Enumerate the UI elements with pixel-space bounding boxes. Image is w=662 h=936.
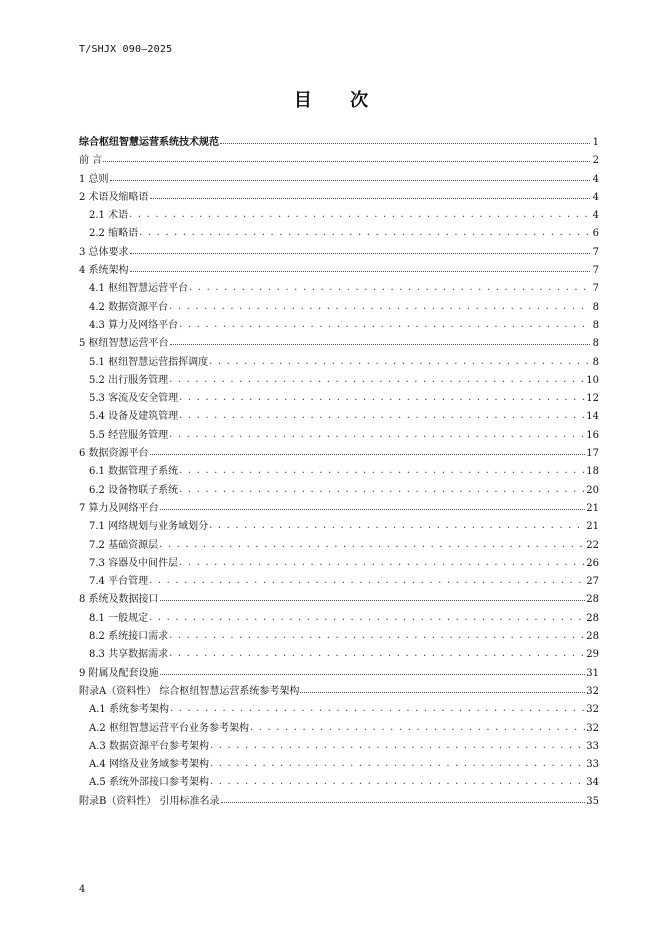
toc-entry-label: 5 枢纽智慧运营平台 <box>79 338 169 350</box>
toc-entry-page: 33 <box>586 740 599 752</box>
toc-entry[interactable] <box>79 353 599 371</box>
toc-entry-label: A.3 数据资源平台参考架构 <box>89 740 209 752</box>
toc-dot-leader <box>110 172 590 182</box>
toc-entry-page: 14 <box>586 411 599 423</box>
toc-entry[interactable] <box>79 609 599 627</box>
toc-dot-leader <box>169 647 585 657</box>
toc-dot-leader <box>189 281 590 291</box>
toc-entry[interactable] <box>79 590 599 608</box>
toc-dot-leader <box>169 428 585 438</box>
toc-entry[interactable] <box>79 664 599 682</box>
toc-entry[interactable] <box>79 243 599 261</box>
toc-entry[interactable] <box>79 627 599 645</box>
toc-entry-page: 7 <box>592 283 599 295</box>
toc-entry[interactable] <box>79 755 599 773</box>
toc-entry[interactable] <box>79 499 599 517</box>
toc-entry-label: 6.2 设备物联子系统 <box>89 484 179 496</box>
toc-entry-page: 8 <box>592 338 599 350</box>
toc-entry-page: 8 <box>592 319 599 331</box>
toc-entry[interactable] <box>79 426 599 444</box>
toc-entry[interactable] <box>79 554 599 572</box>
toc-dot-leader <box>221 794 586 804</box>
toc-entry-label: 4.3 算力及网络平台 <box>89 319 179 331</box>
toc-entry-page: 6 <box>592 228 599 240</box>
toc-entry[interactable] <box>79 224 599 242</box>
toc-entry-page: 16 <box>586 429 599 441</box>
toc-entry-page: 34 <box>586 777 599 789</box>
toc-entry-label: 3 总体要求 <box>79 246 129 258</box>
toc-entry-page: 26 <box>586 557 599 569</box>
toc-entry-label: 综合枢纽智慧运营系统技术规范 <box>79 137 219 148</box>
toc-dot-leader <box>169 629 585 639</box>
toc-entry-page: 1 <box>592 137 599 148</box>
toc-dot-leader <box>250 721 585 731</box>
toc-entry-page: 17 <box>586 448 599 460</box>
toc-entry-label: 9 附属及配套设施 <box>79 667 159 679</box>
toc-entry-page: 33 <box>586 759 599 771</box>
toc-entry-page: 20 <box>586 484 599 496</box>
table-of-contents <box>79 133 599 810</box>
toc-entry-page: 35 <box>586 795 599 807</box>
toc-entry[interactable] <box>79 645 599 663</box>
toc-entry-page: 22 <box>586 539 599 551</box>
toc-entry-page: 18 <box>586 466 599 478</box>
toc-entry[interactable] <box>79 773 599 791</box>
toc-entry-page: 28 <box>586 612 599 624</box>
toc-entry-label: 8.2 系统接口需求 <box>89 631 169 643</box>
toc-entry-page: 28 <box>586 594 599 606</box>
toc-entry-label: 7 算力及网络平台 <box>79 502 159 514</box>
toc-entry-label: 8.3 共享数据需求 <box>89 649 169 661</box>
toc-entry-label: A.4 网络及业务域参考架构 <box>89 759 209 771</box>
toc-entry-label: 6.1 数据管理子系统 <box>89 466 179 478</box>
toc-entry-label: 5.5 经营服务管理 <box>89 429 169 441</box>
toc-dot-leader <box>209 355 590 365</box>
toc-dot-leader <box>170 336 590 346</box>
toc-entry-page: 21 <box>586 521 599 533</box>
toc-dot-leader <box>159 538 585 548</box>
toc-entry-label: 7.1 网络规划与业务域划分 <box>89 521 209 533</box>
toc-entry-label: A.1 系统参考架构 <box>89 704 169 716</box>
toc-entry-label: 6 数据资源平台 <box>79 448 149 460</box>
toc-entry-page: 4 <box>592 173 599 185</box>
toc-entry[interactable] <box>79 700 599 718</box>
toc-dot-leader <box>160 592 586 602</box>
toc-entry-label: A.2 枢纽智慧运营平台业务参考架构 <box>89 722 249 734</box>
toc-entry-page: 8 <box>592 301 599 313</box>
toc-entry-page: 7 <box>592 265 599 277</box>
toc-entry-label: A.5 系统外部接口参考架构 <box>89 777 209 789</box>
toc-entry-label: 7.4 平台管理 <box>89 576 149 588</box>
toc-entry-label: 4.2 数据资源平台 <box>89 301 169 313</box>
toc-entry-label: 1 总则 <box>79 173 109 185</box>
toc-entry[interactable] <box>79 517 599 535</box>
toc-dot-leader <box>179 318 590 328</box>
toc-dot-leader <box>179 391 585 401</box>
toc-dot-leader <box>300 684 585 694</box>
toc-entry-label: 7.3 容器及中间件层 <box>89 557 179 569</box>
toc-dot-leader <box>149 574 585 584</box>
toc-entry-page: 4 <box>592 210 599 222</box>
standard-code: T/SHJX 090—2025 <box>79 44 173 55</box>
toc-entry-label: 2.1 术语 <box>89 210 129 222</box>
toc-entry-label: 2.2 缩略语 <box>89 228 139 240</box>
toc-entry-label: 4 系统架构 <box>79 265 129 277</box>
toc-dot-leader <box>179 464 585 474</box>
toc-entry[interactable] <box>79 371 599 389</box>
toc-entry-page: 12 <box>586 393 599 405</box>
toc-entry[interactable] <box>79 792 599 810</box>
toc-entry-label: 5.1 枢纽智慧运营指挥调度 <box>89 356 209 368</box>
toc-entry-page: 21 <box>586 502 599 514</box>
toc-dot-leader <box>170 702 585 712</box>
toc-dot-leader <box>150 190 590 200</box>
toc-dot-leader <box>139 226 590 236</box>
toc-entry-label: 5.2 出行服务管理 <box>89 374 169 386</box>
toc-dot-leader <box>150 446 586 456</box>
toc-entry-page: 8 <box>592 356 599 368</box>
toc-entry-page: 31 <box>586 667 599 679</box>
toc-dot-leader <box>130 245 590 255</box>
toc-entry[interactable] <box>79 737 599 755</box>
toc-entry[interactable] <box>79 334 599 352</box>
toc-dot-leader <box>179 409 585 419</box>
toc-dot-leader <box>103 153 590 163</box>
toc-entry-page: 7 <box>592 246 599 258</box>
toc-dot-leader <box>149 611 585 621</box>
toc-entry[interactable] <box>79 682 599 700</box>
toc-entry[interactable] <box>79 462 599 480</box>
toc-dot-leader <box>210 775 585 785</box>
toc-entry-label: 8.1 一般规定 <box>89 612 149 624</box>
toc-dot-leader <box>130 263 590 273</box>
toc-entry[interactable] <box>79 481 599 499</box>
toc-entry[interactable] <box>79 206 599 224</box>
toc-entry[interactable] <box>79 719 599 737</box>
toc-entry-label: 4.1 枢纽智慧运营平台 <box>89 283 189 295</box>
toc-entry[interactable] <box>79 133 599 151</box>
toc-entry-page: 10 <box>586 374 599 386</box>
toc-dot-leader <box>169 300 590 310</box>
toc-entry[interactable] <box>79 261 599 279</box>
toc-entry[interactable] <box>79 279 599 297</box>
toc-entry-page: 32 <box>586 704 599 716</box>
toc-dot-leader <box>179 556 585 566</box>
toc-entry[interactable] <box>79 316 599 334</box>
toc-entry-label: 8 系统及数据接口 <box>79 594 159 606</box>
toc-entry[interactable] <box>79 188 599 206</box>
toc-entry-page: 29 <box>586 649 599 661</box>
toc-entry[interactable] <box>79 170 599 188</box>
toc-entry-page: 32 <box>586 722 599 734</box>
toc-dot-leader <box>129 208 590 218</box>
toc-entry-label: 前 言 <box>79 155 103 167</box>
toc-dot-leader <box>209 519 585 529</box>
toc-entry-label: 附录B（资料性） 引用标准名录 <box>79 795 220 807</box>
toc-entry[interactable] <box>79 298 599 316</box>
toc-entry[interactable] <box>79 572 599 590</box>
toc-dot-leader <box>160 666 586 676</box>
toc-entry[interactable] <box>79 407 599 425</box>
toc-entry[interactable] <box>79 389 599 407</box>
toc-entry-page: 32 <box>586 685 599 697</box>
toc-entry-label: 附录A（资料性） 综合枢纽智慧运营系统参考架构 <box>79 685 300 697</box>
toc-entry-page: 28 <box>586 631 599 643</box>
toc-entry[interactable] <box>79 151 599 169</box>
toc-entry-label: 2 术语及缩略语 <box>79 191 149 203</box>
toc-dot-leader <box>169 373 585 383</box>
toc-title: 目 次 <box>293 90 385 111</box>
toc-dot-leader <box>179 483 585 493</box>
toc-entry[interactable] <box>79 444 599 462</box>
toc-entry-label: 5.4 设备及建筑管理 <box>89 411 179 423</box>
toc-dot-leader <box>160 501 586 511</box>
toc-dot-leader <box>210 739 585 749</box>
toc-entry-page: 2 <box>592 155 599 167</box>
toc-entry-label: 5.3 客流及安全管理 <box>89 393 179 405</box>
toc-entry[interactable] <box>79 536 599 554</box>
toc-entry-page: 27 <box>586 576 599 588</box>
page-number: 4 <box>79 884 86 895</box>
toc-entry-label: 7.2 基础资源层 <box>89 539 159 551</box>
toc-entry-page: 4 <box>592 191 599 203</box>
toc-dot-leader <box>220 135 590 145</box>
toc-dot-leader <box>210 757 585 767</box>
